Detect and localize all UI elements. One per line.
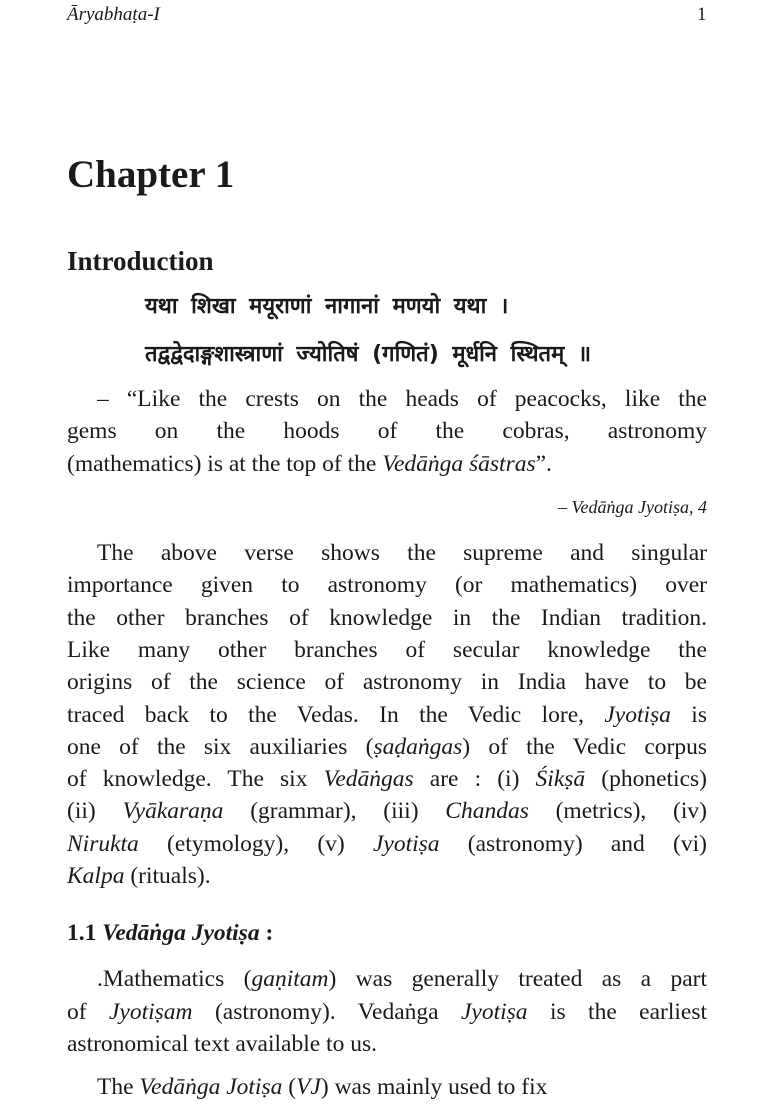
paragraph-line (67, 667, 707, 697)
text-run: one of the six auxiliaries ( (67, 733, 374, 760)
text-run: .Mathematics ( (97, 966, 252, 992)
text-run: (etymology), (v) (138, 830, 373, 857)
quote-attribution: – Vedāṅga Jyotiṣa, 4 (558, 497, 707, 517)
text-run: is (670, 701, 707, 728)
text-run: traced back to the Vedas. In the Vedic lore, (67, 701, 605, 728)
italic-term: Nirukta (67, 830, 139, 857)
italic-term: Kalpa (67, 863, 125, 889)
italic-term: Jyotiṣa (460, 998, 528, 1025)
text-run: ( (282, 1074, 297, 1100)
italic-term: Jyotiṣam (108, 998, 193, 1025)
italic-term: gaṇitam (251, 966, 329, 992)
text-run: are : (i) (413, 766, 536, 793)
subsection-number: 1.1 (67, 920, 103, 946)
text-run: gems on the hoods of the cobras, astronomy (67, 418, 707, 445)
text-run: (astronomy) and (vi) (439, 830, 707, 857)
running-header-title: Āryabhaṭa-I (67, 4, 160, 25)
paragraph-line (67, 635, 707, 665)
text-run: ) was generally treated as a part (328, 966, 707, 992)
paragraph-line (67, 796, 707, 826)
subsection-heading (67, 920, 273, 947)
text-run: (metrics), (iv) (528, 798, 707, 825)
subsection-suffix: : (259, 920, 274, 946)
section-heading: Introduction (67, 246, 214, 276)
text-run: ) of the Vedic corpus (462, 733, 707, 760)
paragraph-line (67, 603, 707, 633)
paragraph-line (67, 829, 707, 859)
chapter-title: Chapter 1 (67, 153, 235, 196)
italic-term: Jyotiṣa (372, 830, 440, 857)
text-run: astronomical text available to us. (67, 1031, 377, 1057)
text-run: ) was mainly used to fix (320, 1074, 548, 1100)
sanskrit-verse-line: यथा शिखा मयूराणां नागानां मणयो यथा । (145, 294, 509, 319)
text-run: (astronomy). Vedaṅga (192, 998, 461, 1025)
italic-term: ṣaḍaṅgas (373, 733, 463, 760)
text-run: ”. (535, 450, 552, 477)
italic-term: Chandas (445, 798, 529, 825)
italic-term: Vedāṅga Jotiṣa (139, 1074, 283, 1100)
quote-line (97, 384, 707, 414)
text-run: is the earliest (527, 998, 707, 1025)
paragraph-line (97, 538, 707, 568)
text-run: The (97, 1074, 140, 1100)
italic-term: Vyākaraṇa (122, 798, 224, 825)
paragraph-line (67, 997, 707, 1027)
text-run: origins of the science of astronomy in India have to be (67, 669, 707, 696)
quote-line (67, 449, 707, 479)
text-run: (mathematics) is at the top of the (67, 450, 383, 477)
paragraph-line (67, 1029, 707, 1059)
italic-term: Vedāṅga śāstras (382, 450, 536, 477)
sanskrit-verse-line: तद्वद्वेदाङ्गशास्त्राणां ज्योतिषं (गणितं) मूर्धनि स्थितम् ॥ (145, 342, 592, 367)
text-run: importance given to astronomy (or mathematics) over (67, 572, 707, 599)
text-run: of (67, 998, 109, 1025)
paragraph-line (67, 732, 707, 762)
paragraph-line (67, 861, 707, 891)
paragraph-line (67, 700, 707, 730)
italic-term: VJ (296, 1074, 321, 1100)
text-run: The above verse shows the supreme and singular (97, 540, 707, 566)
paragraph-line (97, 1072, 707, 1102)
paragraph-line (67, 570, 707, 600)
text-run: of knowledge. The six (67, 766, 324, 793)
text-run: (rituals). (124, 863, 211, 889)
text-run: (ii) (67, 798, 123, 825)
text-run: the other branches of knowledge in the Indian tradition. (67, 604, 707, 631)
page-number: 1 (697, 4, 707, 25)
text-run: (grammar), (iii) (223, 798, 446, 825)
italic-term: Vedāṅgas (323, 766, 414, 793)
text-run: (phonetics) (585, 766, 707, 793)
quote-line (67, 416, 707, 446)
paragraph-line (67, 764, 707, 794)
text-run: – “Like the crests on the heads of peacocks, like the (97, 386, 707, 412)
text-run: Like many other branches of secular knowledge the (67, 636, 707, 663)
paragraph-line (97, 964, 707, 994)
italic-term: Śikṣā (535, 766, 586, 793)
italic-term: Jyotiṣa (604, 701, 671, 728)
subsection-title: Vedāṅga Jyotiṣa (102, 920, 260, 946)
